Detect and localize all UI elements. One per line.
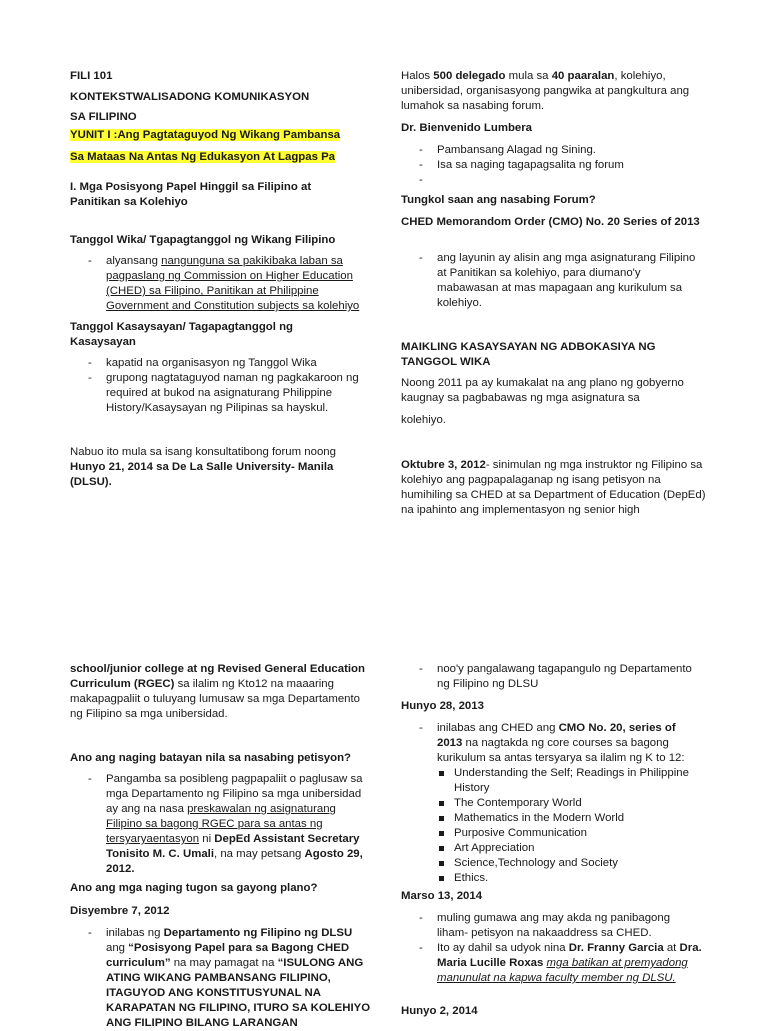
june-2-2014-date: Hunyo 2, 2014 (401, 1005, 478, 1017)
tanggol-wika-list (70, 254, 370, 314)
tanggol-kasaysayan-heading: Tanggol Kasaysayan/ Tagapagtanggol ng Kasaysayan (70, 321, 293, 348)
core-courses-list (437, 766, 703, 886)
core-course-item: The Contemporary World (437, 796, 703, 811)
core-course-item: Purposive Communication (437, 826, 703, 841)
list-item (401, 173, 701, 188)
document-title-line2: SA FILIPINO (70, 111, 137, 123)
section-heading: I. Mga Posisyong Papel Hinggil sa Filipino at Panitikan sa Kolehiyo (70, 181, 312, 208)
rgec-paragraph: school/junior college at ng Revised General Education Curriculum (RGEC) sa ilalim ng Kto12 na maaaring makapagpaliit o tuluyang lumusaw sa mga Departamento ng Filipino sa mga unibersidad. (70, 663, 365, 720)
tanggol-kasaysayan-list (70, 356, 370, 416)
core-course-item: Science,Technology and Society (437, 856, 703, 871)
history-paragraph-end: kolehiyo. (401, 414, 446, 426)
list-item: - Isa sa naging tagapagsalita ng forum (401, 158, 701, 173)
basis-question: Ano ang naging batayan nila sa nasabing petisyon? (70, 752, 352, 764)
list-item: - Ito ay dahil sa udyok nina Dr. Franny Garcia at Dra. Maria Lucille Roxas mga batikan at premyadong manunulat na kapwa faculty member ng DLSU. (401, 941, 703, 986)
response-question: Ano ang mga naging tugon sa gayong plano? (70, 882, 318, 894)
list-item: - alyansang nangunguna sa pakikibaka laban sa pagpaslang ng Commission on Higher Education (CHED) sa Filipino, Panitikan at Philippine Government and Constitution subjects sa kolehiyo (70, 254, 370, 314)
list-item: - ang layunin ay alisin ang mga asignaturang Filipino at Panitikan sa kolehiyo, para diumano'y mabawasan at mas mapagaan ang kurikulum sa kolehiyo. (401, 251, 701, 311)
list-item: - inilabas ang CHED ang CMO No. 20, series of 2013 na nagtakda ng core courses sa bagong kurikulum sa antas tersyarya sa ilalim ng K to 12: Understanding the Self; Readings in Philippine History The Contemporary World Mathematics in the Modern World Purposive Communication Art Appreciation Science,Technology and Society Ethics. (401, 721, 703, 886)
highlighted-unit-line1: YUNIT I :Ang Pagtataguyod Ng Wikang Pambansa (70, 129, 341, 141)
delegates-paragraph: Halos 500 delegado mula sa 40 paaralan, kolehiyo, unibersidad, organisasyong pangwika at pangkultura ang lumahok sa nasabing forum. (401, 70, 690, 112)
march-13-2014-date: Marso 13, 2014 (401, 890, 483, 902)
december-2012-date: Disyembre 7, 2012 (70, 905, 170, 917)
june-28-2013-date: Hunyo 28, 2013 (401, 700, 484, 712)
list-item: - inilabas ng Departamento ng Filipino ng DLSU ang “Posisyong Papel para sa Bagong CHED curriculum” na may pamagat na “ISULONG ANG ATING WIKANG PAMBANSANG FILIPINO, ITAGUYOD ANG KONSTITUSYUNAL NA KARAPATAN NG FILIPINO, ITURO SA KOLEHIYO ANG FILIPINO BILANG LARANGAN (70, 926, 372, 1031)
tanggol-wika-heading: Tanggol Wika/ Tgapagtanggol ng Wikang Filipino (70, 234, 336, 246)
lumbera-list (401, 143, 701, 188)
october-2012-paragraph: Oktubre 3, 2012- sinimulan ng mga instruktor ng Filipino sa kolehiyo ang pagpapalaganap ng isang petisyon na humihiling sa CHED at sa Department of Education (DepEd) na ipahinto ang implementasyon ng senior high (401, 459, 706, 516)
core-course-item: Art Appreciation (437, 841, 703, 856)
december-list (70, 926, 372, 1031)
list-item: - muling gumawa ang may akda ng panibagong liham- petisyon na nakaaddress sa CHED. (401, 911, 703, 941)
vice-chair-list (401, 662, 703, 692)
history-paragraph: Noong 2011 pa ay kumakalat na ang plano ng gobyerno kaugnay sa pagbabawas ng mga asignatura sa (401, 377, 684, 404)
list-item: - Pangamba sa posibleng pagpapaliit o paglusaw sa mga Departamento ng Filipino sa mga unibersidad ay ang na nasa preskawalan ng asignaturang Filipino sa bagong RGEC para sa antas ng tersyaryaentasyon ni DepEd Assistant Secretary Tonisito M. C. Umali, na may petsang Agosto 29, 2012. (70, 772, 372, 877)
list-item: - grupong nagtataguyod naman ng pagkakaroon ng required at bukod na asignaturang Philippine History/Kasaysayan ng Pilipinas sa hayskul. (70, 371, 370, 416)
highlighted-unit-line2: Sa Mataas Na Antas Ng Edukasyon At Lagpas Pa (70, 151, 336, 163)
core-course-item: Ethics. (437, 871, 703, 886)
forum-origin-paragraph: Nabuo ito mula sa isang konsultatibong forum noong Hunyo 21, 2014 sa De La Salle University- Manila (DLSU). (70, 446, 336, 488)
forum-question: Tungkol saan ang nasabing Forum? (401, 194, 596, 206)
course-code: FILI 101 (70, 70, 113, 82)
unit-title-line1 (70, 128, 340, 143)
list-item: - Pambansang Alagad ng Sining. (401, 143, 701, 158)
underlined-text: nangunguna sa pakikibaka laban sa pagpaslang ng Commission on Higher Education (CHED) sa Filipino, Panitikan at Philippine Government and Constitution subjects sa kolehiyo (106, 255, 360, 312)
history-heading: MAIKLING KASAYSAYAN NG ADBOKASIYA NG TANGGOL WIKA (401, 341, 656, 368)
unit-title-line2 (70, 150, 335, 165)
list-item: - noo'y pangalawang tagapangulo ng Departamento ng Filipino ng DLSU (401, 662, 703, 692)
lumbera-heading: Dr. Bienvenido Lumbera (401, 122, 533, 134)
june-28-list (401, 721, 703, 886)
basis-list (70, 772, 372, 877)
core-course-item: Understanding the Self; Readings in Philippine History (437, 766, 703, 796)
core-course-item: Mathematics in the Modern World (437, 811, 703, 826)
march-13-list (401, 911, 703, 986)
document-title-line1: KONTEKSTWALISADONG KOMUNIKASYON (70, 91, 310, 103)
cmo-heading: CHED Memorandom Order (CMO) No. 20 Series of 2013 (401, 216, 700, 228)
list-item: - kapatid na organisasyon ng Tanggol Wika (70, 356, 370, 371)
cmo-list (401, 251, 701, 311)
